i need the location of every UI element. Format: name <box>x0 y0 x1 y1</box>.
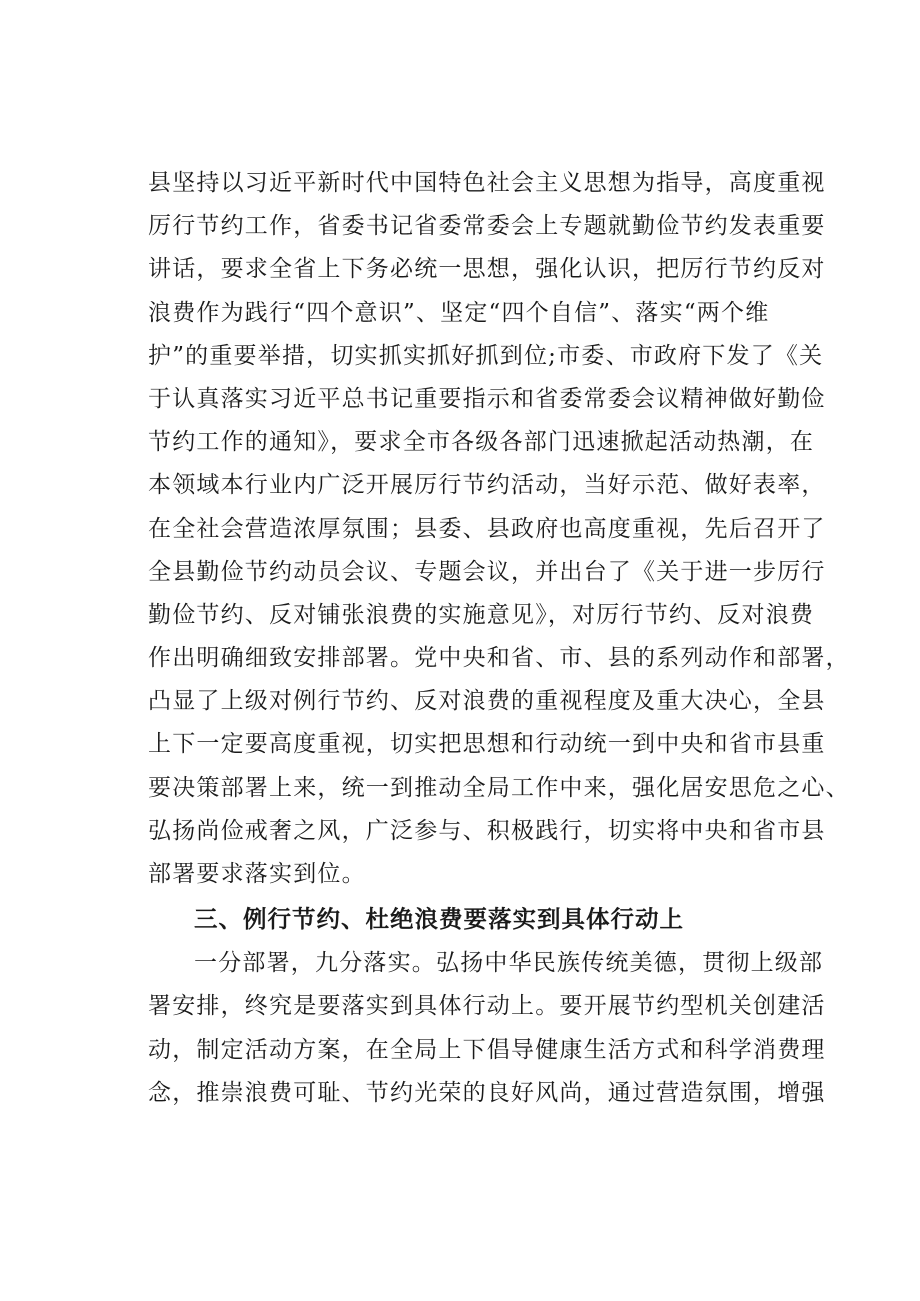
paragraph-line: 念，推崇浪费可耻、节约光荣的良好风尚，通过营造氛围，增强 <box>148 1079 826 1106</box>
paragraph-line: 全县勤俭节约动员会议、专题会议，并出台了《关于进一步厉行 <box>148 558 826 585</box>
paragraph-line: 节约工作的通知》，要求全市各级各部门迅速掀起活动热潮，在 <box>148 429 815 456</box>
paragraph-line: 要决策部署上来，统一到推动全局工作中来，强化居安思危之心、 <box>148 774 850 801</box>
document-body <box>148 162 850 1115</box>
paragraph-line: 讲话，要求全省上下务必统一思想，强化认识，把厉行节约反对 <box>148 256 826 283</box>
paragraph-line: 在全社会营造浓厚氛围；县委、县政府也高度重视，先后召开了 <box>148 515 826 542</box>
paragraph-line: 署安排，终究是要落实到具体行动上。要开展节约型机关创建活 <box>148 993 826 1020</box>
paragraph-line: 县坚持以习近平新时代中国特色社会主义思想为指导，高度重视 <box>148 170 826 196</box>
paragraph-line: 勤俭节约、反对铺张浪费的实施意见》，对厉行节约、反对浪费 <box>148 601 815 628</box>
paragraph-line: 凸显了上级对例行节约、反对浪费的重视程度及重大决心，全县 <box>148 688 826 715</box>
paragraph-line: 浪费作为践行“四个意识”、坚定“四个自信”、落实“两个维 <box>148 299 770 326</box>
paragraph-line: 一分部署，九分落实。弘扬中华民族传统美德，贯彻上级部 <box>194 950 824 977</box>
paragraph-line: 本领域本行业内广泛开展厉行节约活动，当好示范、做好表率， <box>148 472 826 499</box>
section-heading: 三、例行节约、杜绝浪费要落实到具体行动上 <box>194 905 684 934</box>
paragraph-line: 动，制定活动方案，在全局上下倡导健康生活方式和科学消费理 <box>148 1036 826 1063</box>
paragraph-line: 弘扬尚俭戒奢之风，广泛参与、积极践行，切实将中央和省市县 <box>148 817 826 844</box>
paragraph-line: 护”的重要举措，切实抓实抓好抓到位;市委、市政府下发了《关 <box>148 342 824 369</box>
paragraph-line: 部署要求落实到位。 <box>148 861 366 887</box>
paragraph-line: 厉行节约工作，省委书记省委常委会上专题就勤俭节约发表重要 <box>148 213 826 240</box>
paragraph-line: 作出明确细致安排部署。党中央和省、市、县的系列动作和部署， <box>148 645 850 672</box>
paragraph-line: 于认真落实习近平总书记重要指示和省委常委会议精神做好勤俭 <box>148 385 826 412</box>
paragraph-line: 上下一定要高度重视，切实把思想和行动统一到中央和省市县重 <box>148 731 826 758</box>
